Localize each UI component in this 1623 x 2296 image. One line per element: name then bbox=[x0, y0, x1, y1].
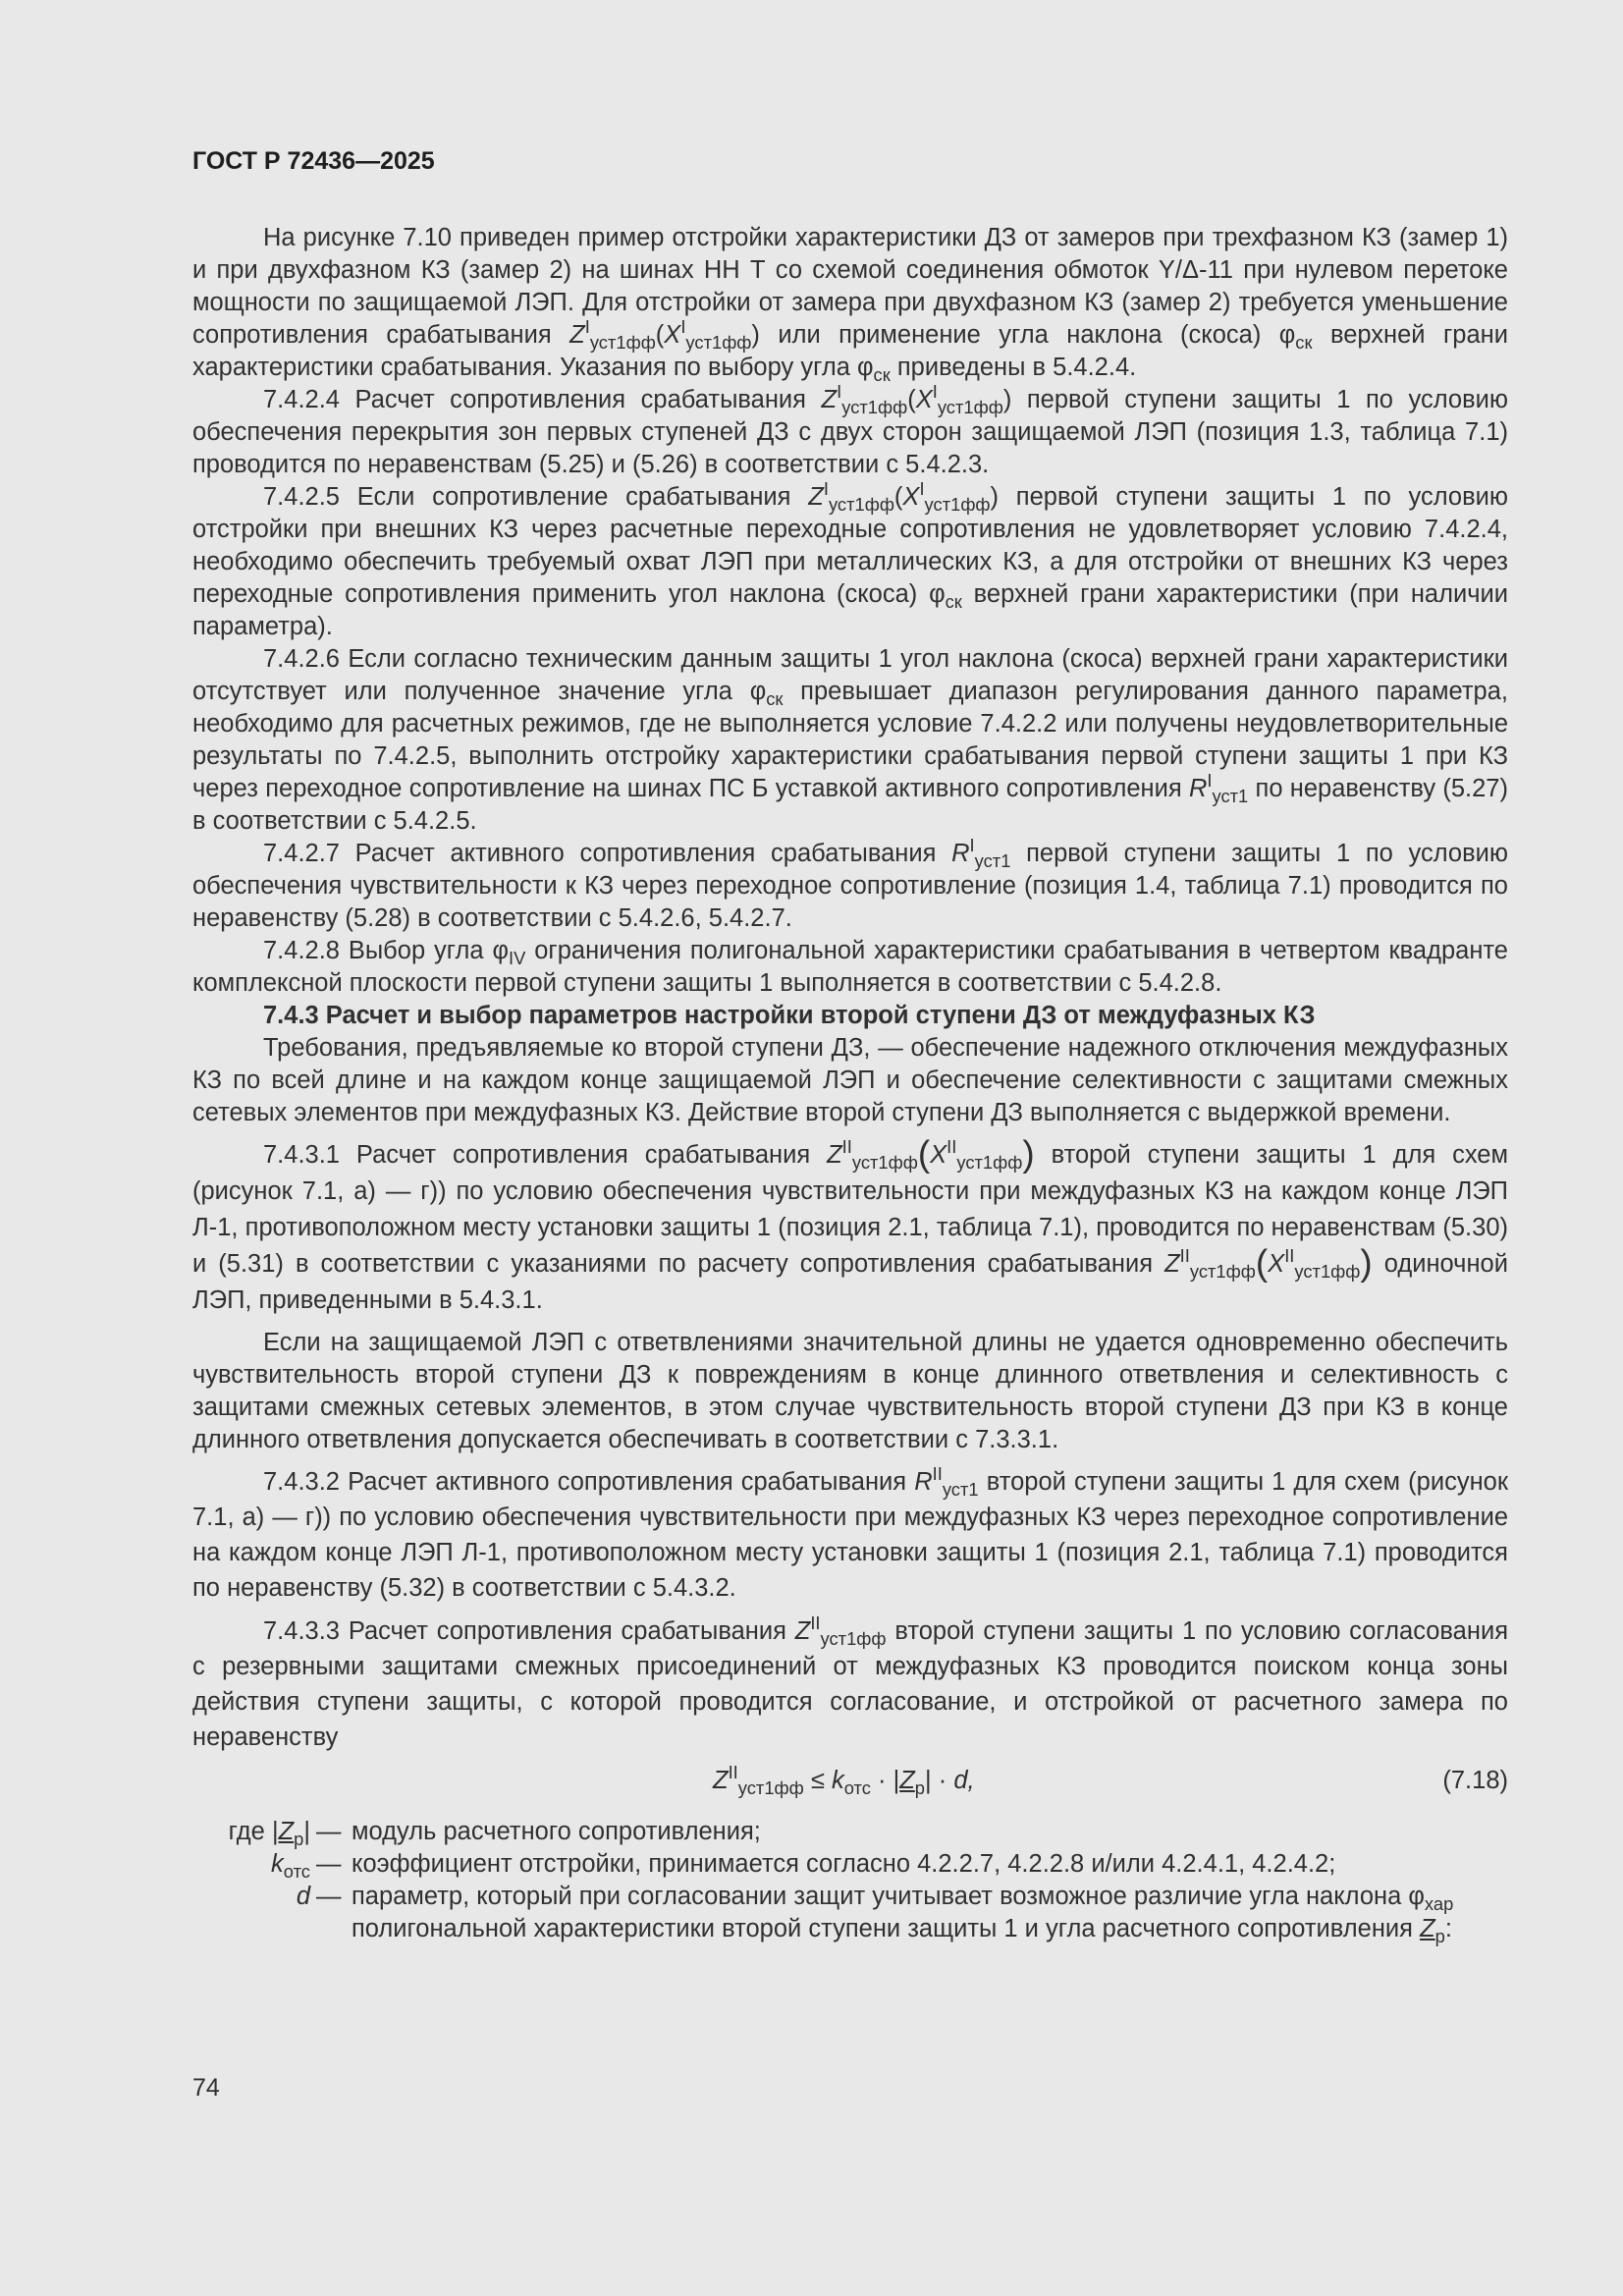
formula-expression: $Z^{II}_{уст1фф} \le k_{отс} \cdot |Z_р| \cdot d$, bbox=[713, 1761, 975, 1798]
definition-d: d — параметр, который при согласовании защит учитывает возможное различие угла наклона $\varphi_{хар}$ полигональной характеристики второй ступени защиты 1 и угла расчетного сопротивления $Z_р$: bbox=[192, 1881, 1508, 1945]
definition-desc: параметр, который при согласовании защит учитывает возможное различие угла наклона $\varphi_{хар}$ полигональной характеристики второй ступени защиты 1 и угла расчетного сопротивления $Z_р$: bbox=[352, 1883, 1454, 1946]
paragraph-7-4-3-2: 7.4.3.2 Расчет активного сопротивления срабатывания $R^{II}_{уст1}$ второй ступени защиты 1 для схем (рисунок 7.1, а) — г)) по условию обеспечения чувствительности при междуфазных КЗ через переходное сопротивление на каждом конце ЛЭП Л-1, противоположном месту установки защиты 1 (позиция 2.1, таблица 7.1) проводится по неравенству (5.32) в соответствии с 5.4.3.2. bbox=[192, 1462, 1508, 1602]
definition-term: где $|Z_р|$ bbox=[228, 1818, 310, 1849]
paragraph-7-4-3-1: 7.4.3.1 Расчет сопротивления срабатывания $Z^{II}_{уст1фф}(X^{II}_{уст1фф})$ второй ступени защиты 1 для схем (рисунок 7.1, а) — г)) по условию обеспечения чувствительности при междуфазных КЗ на каждом конце ЛЭП Л-1, противоположном месту установки защиты 1 (позиция 2.1, таблица 7.1), проводится по неравенствам (5.30) и (5.31) в соответствии с указаниями по расчету сопротивления срабатывания $Z^{II}_{уст1фф}(X^{II}_{уст1фф})$ одиночной ЛЭП, приведенными в 5.4.3.1. bbox=[192, 1133, 1508, 1314]
formula-number: (7.18) bbox=[1442, 1767, 1508, 1794]
paragraph-figure-7-10: На рисунке 7.10 приведен пример отстройки характеристики ДЗ от замеров при трехфазном КЗ (замер 1) и при двухфазном КЗ (замер 2) на шинах НН Т со схемой соединения обмоток Y/Δ-11 при нулевом перетоке мощности по защищаемой ЛЭП. Для отстройки от замера при двухфазном КЗ (замер 2) требуется уменьшение сопротивления срабатывания $Z^I_{уст1фф}(X^I_{уст1фф})$ или применение угла наклона (скоса) $\varphi_{ск}$ верхней грани характеристики срабатывания. Указания по выбору угла $\varphi_{ск}$ приведены в 5.4.2.4. bbox=[192, 224, 1508, 385]
paragraph-7-4-3-3: 7.4.3.3 Расчет сопротивления срабатывания $Z^{II}_{уст1фф}$ второй ступени защиты 1 по условию согласования с резервными защитами смежных присоединений от междуфазных КЗ проводится поиском конца зоны действия ступени защиты, с которой проводится согласование, и отстройкой от расчетного замера по неравенству bbox=[192, 1612, 1508, 1751]
paragraph-7-4-2-6: 7.4.2.6 Если согласно техническим данным защиты 1 угол наклона (скоса) верхней грани характеристики отсутствует или полученное значение угла $\varphi_{ск}$ превышает диапазон регулирования данного параметра, необходимо для расчетных режимов, где не выполняется условие 7.4.2.2 или получены неудовлетворительные результаты по 7.4.2.5, выполнить отстройку характеристики срабатывания первой ступени защиты 1 при КЗ через переходное сопротивление на шинах ПС Б уставкой активного сопротивления $R^I_{уст1}$ по неравенству (5.27) в соответствии с 5.4.2.5. bbox=[192, 645, 1508, 835]
definition-desc: модуль расчетного сопротивления; bbox=[352, 1818, 761, 1845]
definition-kots: $k_{отс}$ — коэффициент отстройки, принимается согласно 4.2.2.7, 4.2.2.8 и/или 4.2.4.1, 4.2.4.2; bbox=[192, 1848, 1508, 1881]
definition-zp: где $|Z_р|$ — модуль расчетного сопротивления; bbox=[192, 1816, 1508, 1848]
section-heading-7-4-3: 7.4.3 Расчет и выбор параметров настройки второй ступени ДЗ от междуфазных КЗ bbox=[263, 1002, 1316, 1029]
definitions-list bbox=[192, 1816, 1508, 1945]
paragraph-7-4-2-7: 7.4.2.7 Расчет активного сопротивления срабатывания $R^I_{уст1}$ первой ступени защиты 1 по условию обеспечения чувствительности к КЗ через переходное сопротивление (позиция 1.4, таблица 7.1) проводится по неравенству (5.28) в соответствии с 5.4.2.6, 5.4.2.7. bbox=[192, 834, 1508, 932]
paragraph-branches: Если на защищаемой ЛЭП с ответвлениями значительной длины не удается одновременно обеспечить чувствительность второй ступени ДЗ к повреждениям в конце длинного ответвления и селективность с защитами смежных сетевых элементов, в этом случае чувствительность второй ступени ДЗ при КЗ в конце длинного ответвления допускается обеспечивать в соответствии с 7.3.3.1. bbox=[192, 1329, 1508, 1453]
paragraph-7-4-2-5: 7.4.2.5 Если сопротивление срабатывания $Z^I_{уст1фф}(X^I_{уст1фф})$ первой ступени защиты 1 по условию отстройки при внешних КЗ через расчетные переходные сопротивления не удовлетворяет условию 7.4.2.4, необходимо обеспечить требуемый охват ЛЭП при металлических КЗ, а для отстройки от внешних КЗ через переходные сопротивления применить угол наклона (скоса) $\varphi_{ск}$ верхней грани характеристики (при наличии параметра). bbox=[192, 477, 1508, 640]
paragraph-requirements: Требования, предъявляемые ко второй ступени ДЗ, — обеспечение надежного отключения междуфазных КЗ по всей длине и на каждом конце защищаемой ЛЭП и обеспечение селективности с защитами смежных сетевых элементов при междуфазных КЗ. Действие второй ступени ДЗ выполняется с выдержкой времени. bbox=[192, 1034, 1508, 1126]
definition-desc: коэффициент отстройки, принимается согласно 4.2.2.7, 4.2.2.8 и/или 4.2.4.1, 4.2.4.2; bbox=[352, 1850, 1336, 1878]
paragraph-7-4-2-8: 7.4.2.8 Выбор угла $\varphi_{IV}$ ограничения полигональной характеристики срабатывания в четвертом квадранте комплексной плоскости первой ступени защиты 1 выполняется в соответствии с 5.4.2.8. bbox=[192, 937, 1508, 997]
page-number: 74 bbox=[192, 2074, 220, 2102]
document-header: ГОСТ Р 72436—2025 bbox=[192, 147, 435, 175]
document-body bbox=[192, 222, 1508, 1945]
definition-term: d bbox=[296, 1883, 310, 1910]
paragraph-7-4-2-4: 7.4.2.4 Расчет сопротивления срабатывания $Z^I_{уст1фф}(X^I_{уст1фф})$ первой ступени защиты 1 по условию обеспечения перекрытия зон первых ступеней ДЗ с двух сторон защищаемой ЛЭП (позиция 1.3, таблица 7.1) проводится по неравенствам (5.25) и (5.26) в соответствии с 5.4.2.3. bbox=[192, 380, 1508, 478]
formula-7-18 bbox=[192, 1759, 1508, 1810]
definition-term: $k_{отс}$ bbox=[271, 1850, 310, 1882]
